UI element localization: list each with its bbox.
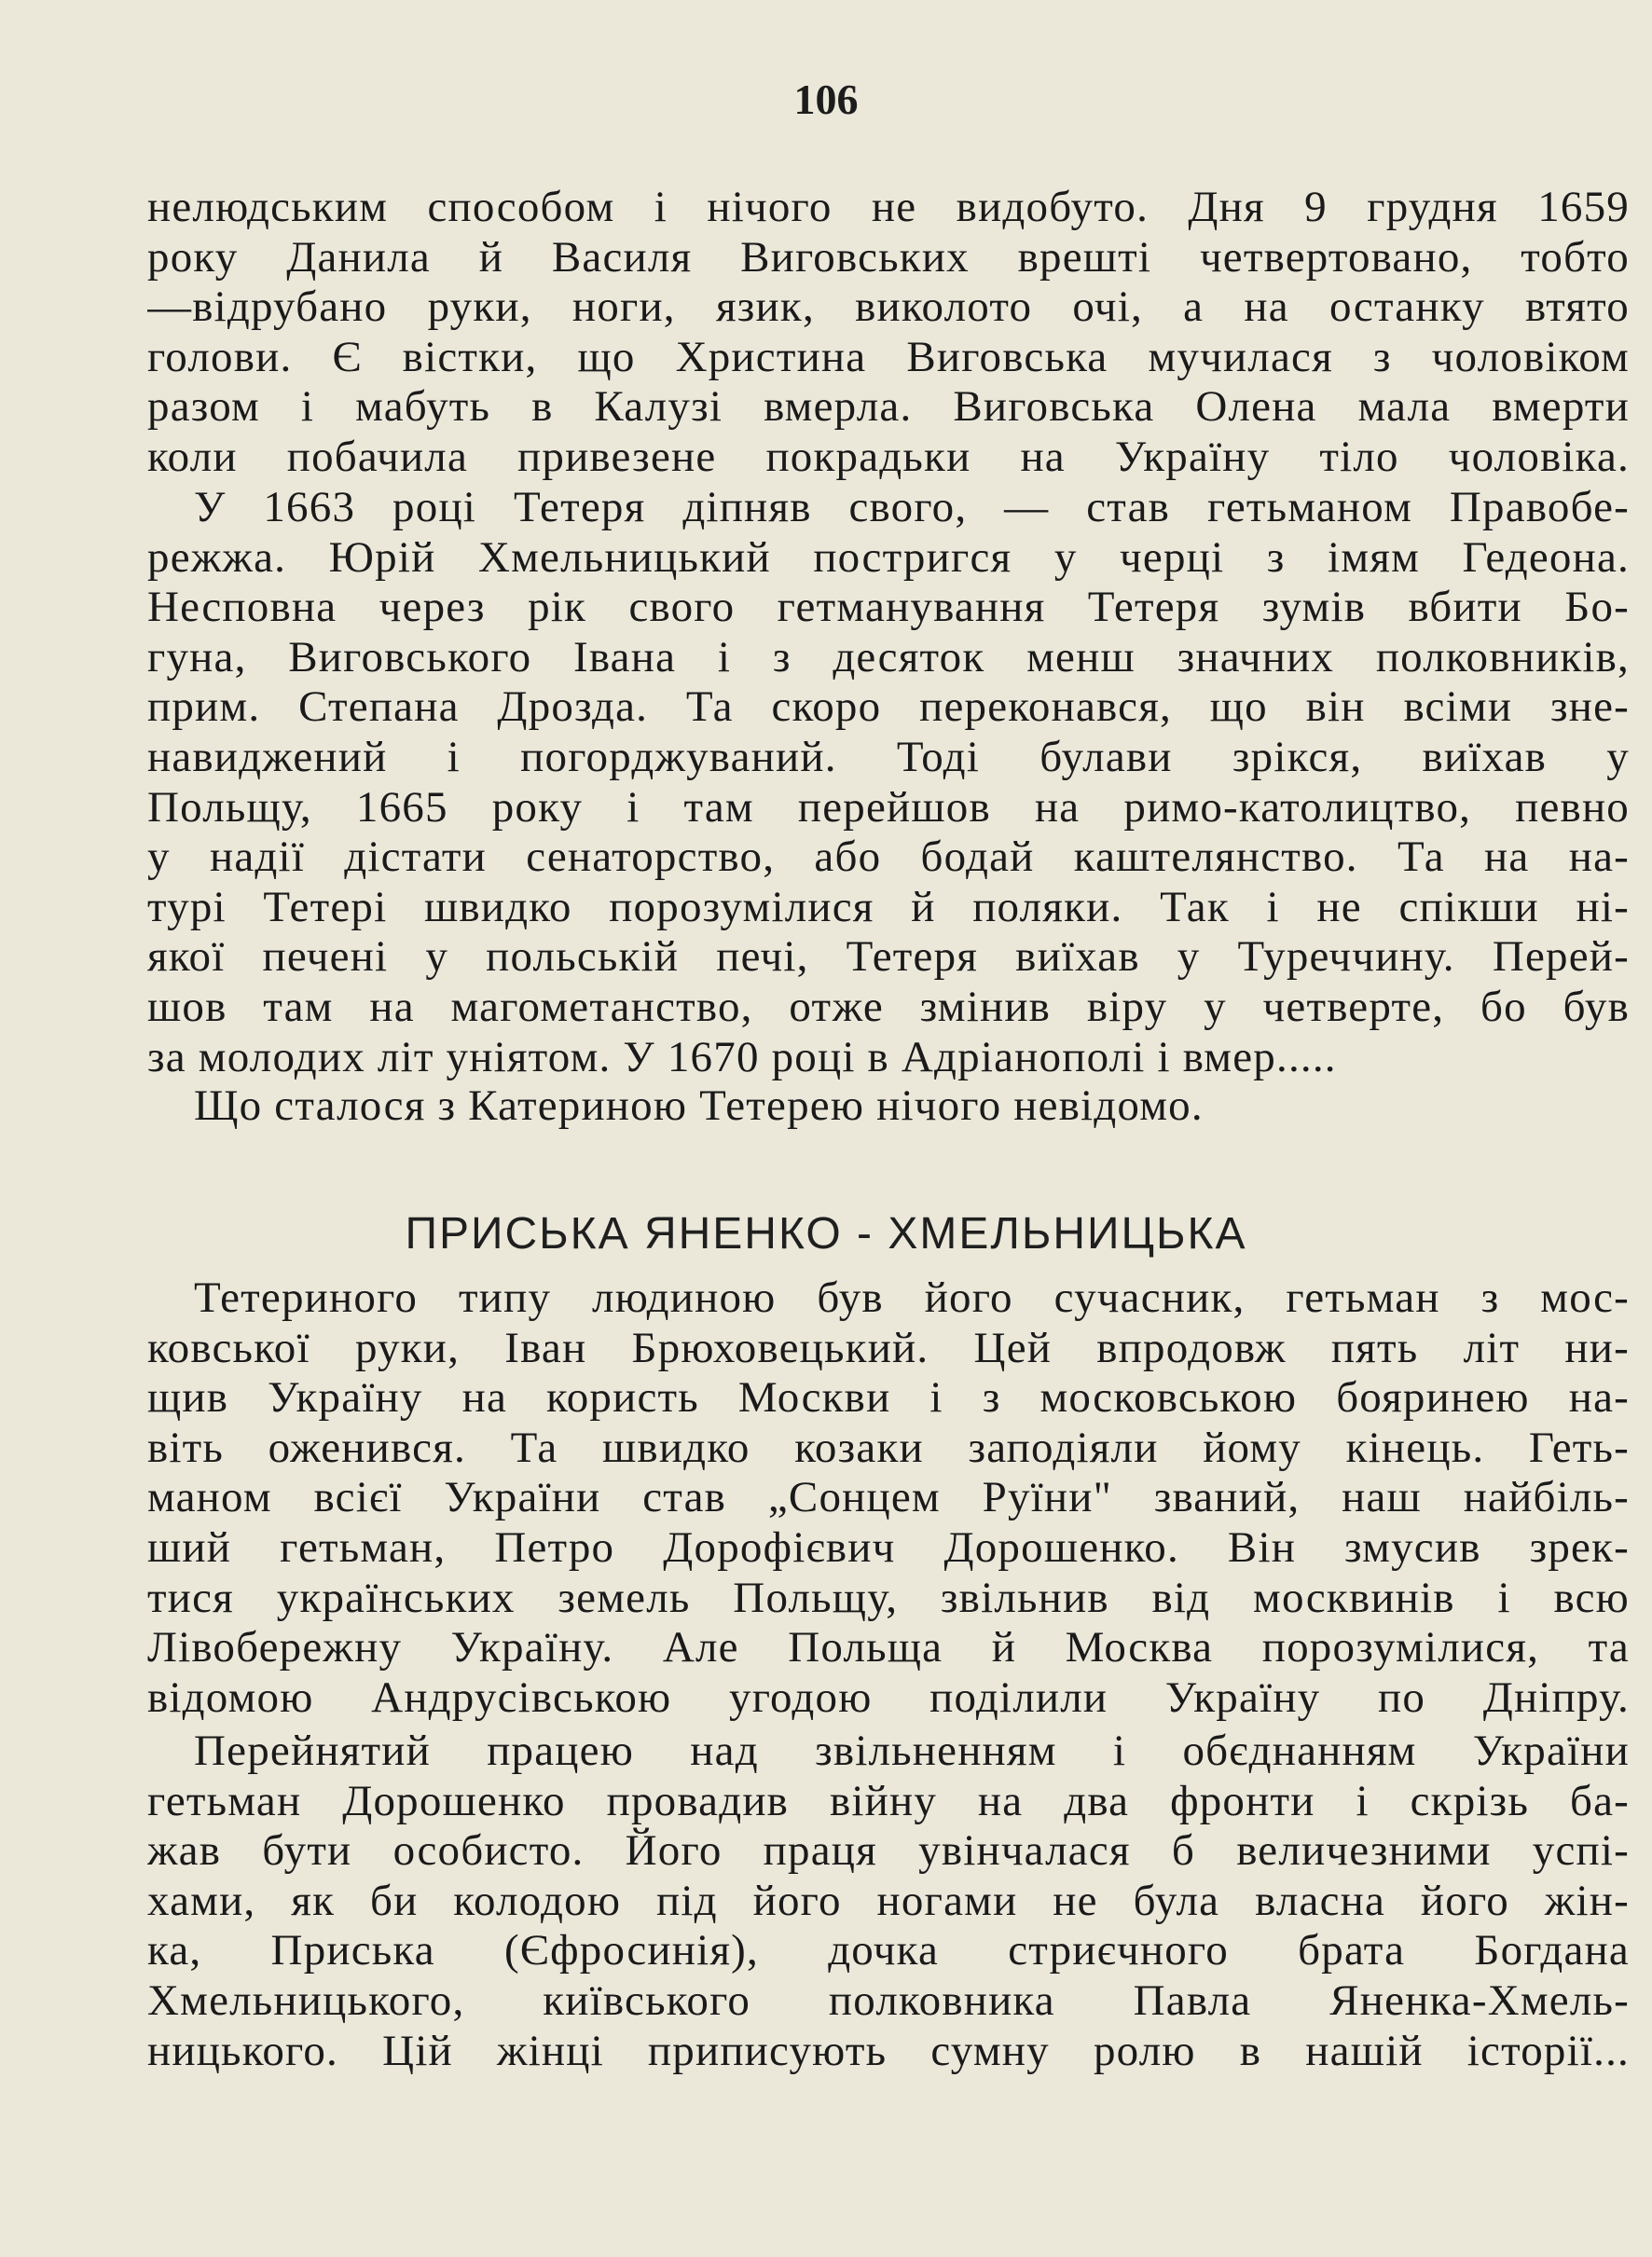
text-line: хами, як би колодою під його ногами не була власна його жін- [147, 1876, 1630, 1925]
page-number: 106 [793, 76, 859, 123]
text-line: ковської руки, Іван Брюховецький. Цей впродовж пять літ ни- [147, 1323, 1630, 1372]
text-line: нелюдським способом і нічого не видобуто. Дня 9 грудня 1659 [147, 183, 1630, 231]
paragraph [147, 1727, 1630, 2076]
text-line: Польщу, 1665 року і там перейшов на римо-католицтво, певно [147, 782, 1630, 832]
text-line: Лівобережну Україну. Але Польща й Москва порозумілися, та [147, 1623, 1630, 1672]
text-line: у надії дістати сенаторство, або бодай каштелянство. Та на на- [147, 833, 1630, 882]
text-line: ка, Приська (Єфросинія), дочка стриєчного брата Богдана [147, 1926, 1630, 1975]
text-line: року Данила й Василя Виговських врешті четвертовано, тобто [147, 232, 1630, 282]
text-line: шов там на магометанство, отже змінив віру у четверте, бо був [147, 982, 1630, 1031]
paragraph [147, 1273, 1630, 1723]
text-line: турі Тетері швидко порозумілися й поляки. Так і не спікши ні- [147, 882, 1630, 931]
text-line: віть оженився. Та швидко козаки заподіяли йому кінець. Геть- [147, 1423, 1630, 1472]
text-line: жав бути особисто. Його праця увінчалася б величезними успі- [147, 1826, 1630, 1876]
text-line: відомою Андрусівською угодою поділили Україну по Дніпру. [147, 1672, 1630, 1722]
text-line: коли побачила привезене покрадьки на Україну тіло чоловіка. [147, 432, 1630, 481]
text-line: режжа. Юрій Хмельницький постригся у черці з імям Гедеона. [147, 532, 1630, 582]
text-line: тися українських земель Польщу, звільнив від москвинів і всю [147, 1573, 1630, 1622]
text-line: Несповна через рік свого гетманування Тетеря зумів вбити Бо- [147, 583, 1630, 632]
text-line: разом і мабуть в Калузі вмерла. Виговська Олена мала вмерти [147, 382, 1630, 432]
text-line: У 1663 році Тетеря діпняв свого, — став гетьманом Правобе- [194, 483, 1630, 531]
text-line: ший гетьман, Петро Дорофієвич Дорошенко. Він змусив зрек- [147, 1522, 1630, 1572]
text-line: за молодих літ уніятом. У 1670 році в Адріанополі і вмер..... [147, 1032, 1337, 1081]
text-line: ницького. Цій жінці приписують сумну ролю в нашій історії... [147, 2026, 1630, 2075]
text-line: Хмельницького, київського полковника Павла Яненка-Хмель- [147, 1975, 1630, 2025]
text-line: щив Україну на користь Москви і з московською бояринею на- [147, 1373, 1630, 1423]
paragraph [147, 483, 1630, 1082]
text-line: —відрубано руки, ноги, язик, виколото очі, а на останку втято [147, 282, 1630, 332]
text-line: голови. Є вістки, що Христина Виговська мучилася з чоловіком [147, 332, 1630, 381]
text-line: навиджений і погорджуваний. Тоді булави зрікся, виїхав у [147, 732, 1630, 781]
paragraph [147, 1081, 1630, 1132]
text-line: якої печені у польській печі, Тетеря виїхав у Туреччину. Перей- [147, 932, 1630, 982]
text-line: прим. Степана Дрозда. Та скоро переконався, що він всіми зне- [147, 682, 1630, 732]
text-line: гетьман Дорошенко провадив війну на два фронти і скрізь ба- [147, 1776, 1630, 1825]
text-line: Тетериного типу людиною був його сучасник, гетьман з мос- [194, 1273, 1630, 1322]
text-line: Перейнятий працею над звільненням і обєднанням України [194, 1727, 1630, 1775]
text-line: гуна, Виговського Івана і з десяток менш значних полковників, [147, 632, 1630, 681]
text-line: маном всієї України став „Сонцем Руїни" званий, наш найбіль- [147, 1473, 1630, 1522]
section-heading: ПРИСЬКА ЯНЕНКО - ХМЕЛЬНИЦЬКА [405, 1209, 1247, 1259]
text-line: Що сталося з Катериною Тетерею нічого невідомо. [194, 1081, 1204, 1130]
paragraph [147, 183, 1630, 483]
